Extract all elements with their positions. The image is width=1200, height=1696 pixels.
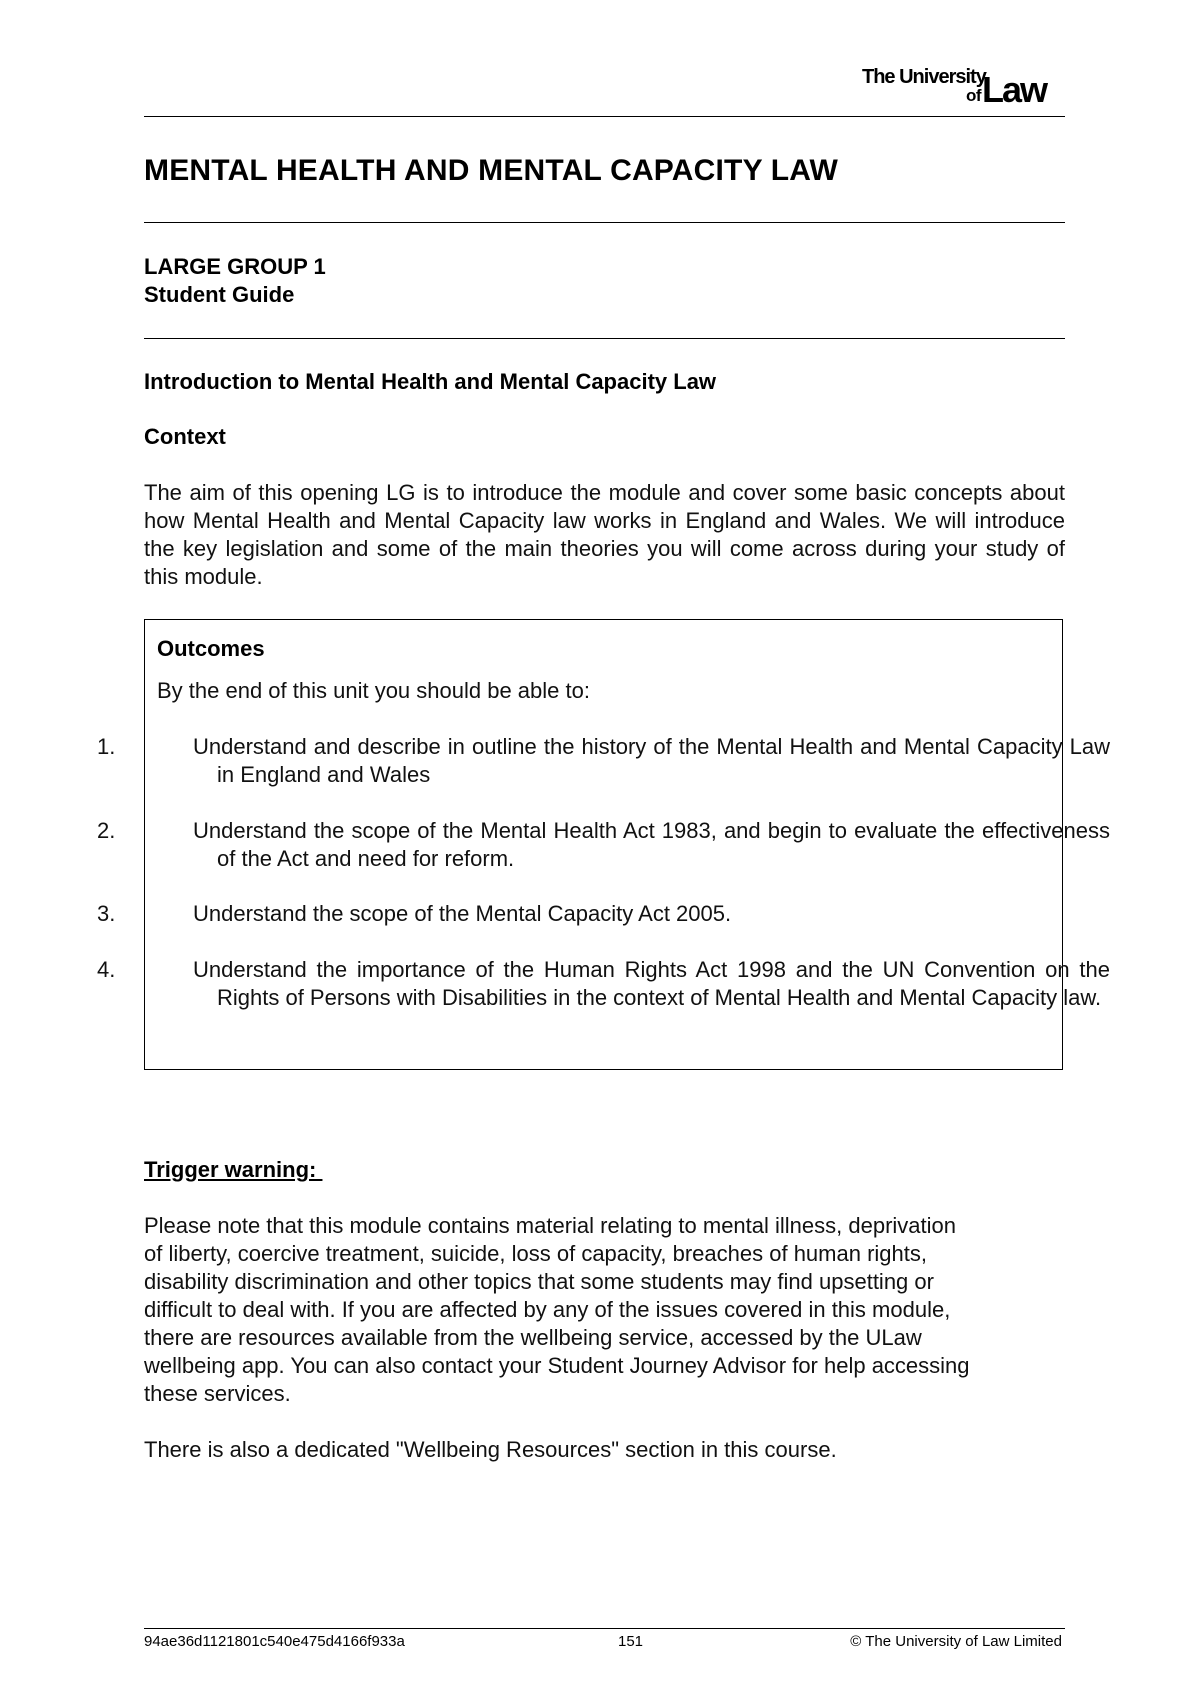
- outcomes-title: Outcomes: [157, 636, 265, 661]
- logo-line1: The University: [862, 66, 986, 88]
- trigger-line: these services.: [144, 1381, 291, 1406]
- footer-doc-id: 94ae36d1121801c540e475d4166f933a: [144, 1633, 405, 1650]
- footer-copyright: © The University of Law Limited: [850, 1633, 1062, 1650]
- trigger-line: Please note that this module contains material relating to mental illness, deprivation: [144, 1213, 957, 1238]
- outcomes-box: [97, 619, 1110, 1070]
- outcome-text: Understand and describe in outline the history of the Mental Health and Mental Capacity Law in England and Wales: [193, 734, 1110, 787]
- trigger-warning-paragraph: [144, 1212, 1065, 1408]
- trigger-line: disability discrimination and other topics that some students may find upsetting or: [144, 1269, 934, 1294]
- outcome-number: 2.: [97, 818, 116, 843]
- outcome-number: 1.: [97, 734, 116, 759]
- outcomes-intro: By the end of this unit you should be able to:: [157, 678, 590, 703]
- outcome-text: Understand the scope of the Mental Health Act 1983, and begin to evaluate the effectiveness of the Act and need for reform.: [193, 818, 1110, 871]
- trigger-warning-heading: Trigger warning:: [144, 1157, 323, 1182]
- outcome-number: 4.: [97, 957, 116, 982]
- guide-label: Student Guide: [144, 282, 295, 307]
- outcome-item: [97, 900, 1110, 928]
- title-divider: [144, 222, 1065, 223]
- group-label: LARGE GROUP 1: [144, 254, 326, 279]
- university-logo: [858, 64, 1068, 114]
- page-title: MENTAL HEALTH AND MENTAL CAPACITY LAW: [144, 154, 839, 187]
- trigger-line: of liberty, coercive treatment, suicide, loss of capacity, breaches of human rights,: [144, 1241, 927, 1266]
- intro-heading: Introduction to Mental Health and Mental Capacity Law: [144, 369, 717, 394]
- outcome-text: Understand the scope of the Mental Capacity Act 2005.: [193, 901, 732, 926]
- logo-law: Law: [982, 69, 1047, 110]
- section-divider: [144, 338, 1065, 339]
- context-heading: Context: [144, 424, 226, 449]
- outcome-item: [97, 733, 1110, 789]
- context-paragraph: The aim of this opening LG is to introduce the module and cover some basic concepts about how Mental Health and Mental Capacity law works in England and Wales. We will introduce the key legislation and some of the main theories you will come across during your study of this module.: [144, 480, 1065, 589]
- outcome-text: Understand the importance of the Human Rights Act 1998 and the UN Convention on the Rights of Persons with Disabilities in the context of Mental Health and Mental Capacity law.: [193, 957, 1110, 1010]
- footer-page-number: 151: [618, 1633, 644, 1650]
- header-divider: [144, 116, 1065, 117]
- trigger-line: there are resources available from the wellbeing service, accessed by the ULaw: [144, 1325, 922, 1350]
- outcome-item: [97, 817, 1110, 873]
- footer-divider: [144, 1628, 1065, 1629]
- outcome-number: 3.: [97, 901, 116, 926]
- trigger-line: wellbeing app. You can also contact your Student Journey Advisor for help accessing: [144, 1353, 970, 1378]
- logo-of: of: [966, 86, 982, 105]
- wellbeing-paragraph: There is also a dedicated "Wellbeing Resources" section in this course.: [144, 1437, 837, 1462]
- outcome-item: [97, 956, 1110, 1012]
- trigger-line: difficult to deal with. If you are affected by any of the issues covered in this module,: [144, 1297, 951, 1322]
